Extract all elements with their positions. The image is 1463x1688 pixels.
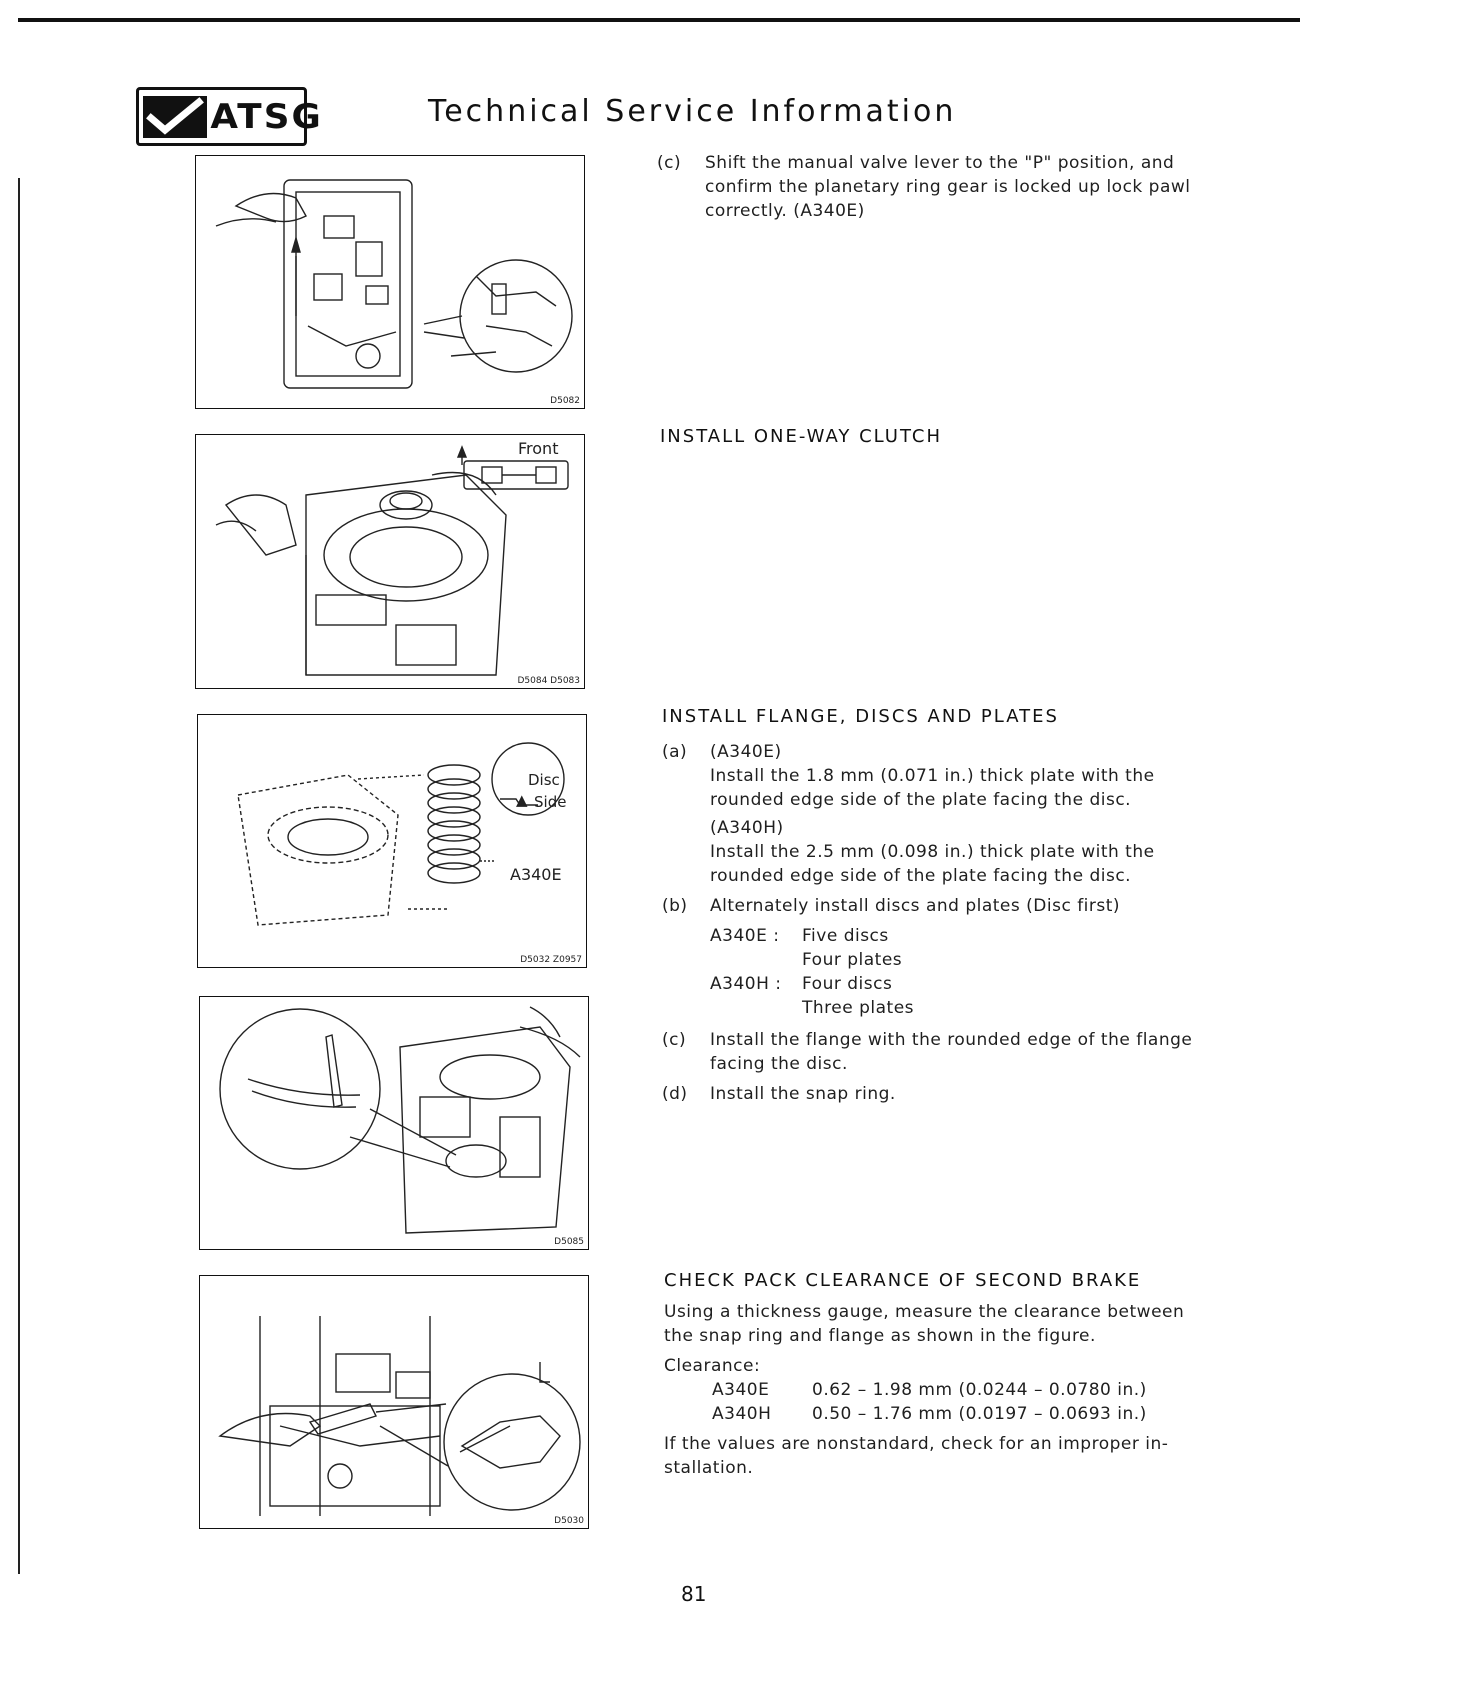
- model-a340h: (A340H): [710, 818, 784, 838]
- spec-value: Four plates: [802, 950, 903, 970]
- model-a340e: (A340E): [710, 742, 782, 762]
- flange-a-line: rounded edge side of the plate facing the disc.: [710, 866, 1132, 886]
- spec-value: Five discs: [802, 926, 889, 946]
- step-marker: (c): [662, 1030, 687, 1050]
- figure-code: D5030: [554, 1516, 584, 1526]
- figure-code: D5085: [554, 1237, 584, 1247]
- spec-value: 0.50 – 1.76 mm (0.0197 – 0.0693 in.): [812, 1404, 1147, 1424]
- spec-value: Three plates: [802, 998, 915, 1018]
- step-marker: (b): [662, 896, 688, 916]
- figure-code: D5082: [550, 396, 580, 406]
- step-marker: (c): [657, 153, 682, 173]
- figure-one-way-clutch: [195, 434, 585, 689]
- up-arrow-icon: ▲: [516, 791, 528, 809]
- figure-code: D5084 D5083: [517, 676, 580, 686]
- spec-model: A340E :: [710, 926, 780, 946]
- page-title: Technical Service Information: [428, 94, 957, 129]
- figure-clearance-check: [199, 1275, 589, 1529]
- flange-a-line: rounded edge side of the plate facing the disc.: [710, 790, 1132, 810]
- front-label: Front: [518, 439, 559, 458]
- figure-code: D5032 Z0957: [520, 955, 582, 965]
- spec-value: 0.62 – 1.98 mm (0.0244 – 0.0780 in.): [812, 1380, 1147, 1400]
- section-c: [657, 151, 1217, 223]
- model-label: A340E: [510, 865, 562, 884]
- section-c-line: confirm the planetary ring gear is locked up lock pawl: [705, 177, 1191, 197]
- step-marker: (a): [662, 742, 688, 762]
- check-note: stallation.: [664, 1458, 754, 1478]
- heading-flange-discs-plates: INSTALL FLANGE, DISCS AND PLATES: [662, 706, 1059, 727]
- side-label: Side: [534, 793, 567, 811]
- disc-label: Disc: [528, 771, 560, 789]
- page-number: 81: [681, 1582, 707, 1606]
- spec-model: [710, 996, 802, 1020]
- step-marker: (d): [662, 1084, 688, 1104]
- flange-c-line: Install the flange with the rounded edge of the flange: [710, 1030, 1193, 1050]
- flange-a-line: Install the 2.5 mm (0.098 in.) thick plate with the: [710, 842, 1155, 862]
- section-check-body: [664, 1300, 1224, 1480]
- side-rule: [18, 178, 20, 1574]
- section-c-line: correctly. (A340E): [705, 201, 865, 221]
- check-line: the snap ring and flange as shown in the figure.: [664, 1326, 1096, 1346]
- figure-snap-ring: [199, 996, 589, 1250]
- heading-one-way-clutch: INSTALL ONE-WAY CLUTCH: [660, 426, 943, 447]
- flange-d-text: Install the snap ring.: [710, 1084, 896, 1104]
- section-c-line: Shift the manual valve lever to the "P" position, and: [705, 153, 1175, 173]
- spec-model: A340H :: [710, 974, 782, 994]
- spec-model: A340H: [712, 1404, 772, 1424]
- logo-text: ATSG: [210, 96, 323, 137]
- figure-discs-plates: [197, 714, 587, 968]
- check-note: If the values are nonstandard, check for an improper in-: [664, 1434, 1169, 1454]
- heading-check-pack-clearance: CHECK PACK CLEARANCE OF SECOND BRAKE: [664, 1270, 1142, 1291]
- top-rule: [18, 18, 1300, 22]
- flange-b-text: Alternately install discs and plates (Disc first): [710, 896, 1121, 916]
- spec-model: [710, 948, 802, 972]
- spec-model: A340E: [712, 1380, 770, 1400]
- spec-value: Four discs: [802, 974, 893, 994]
- checkmark-icon: [143, 96, 207, 138]
- check-line: Using a thickness gauge, measure the clearance between: [664, 1302, 1185, 1322]
- atsg-logo: [136, 87, 323, 146]
- figure-manual-valve: [195, 155, 585, 409]
- clearance-label: Clearance:: [664, 1356, 761, 1376]
- flange-c-line: facing the disc.: [710, 1054, 848, 1074]
- section-flange-body: [662, 740, 1222, 1106]
- flange-a-line: Install the 1.8 mm (0.071 in.) thick plate with the: [710, 766, 1155, 786]
